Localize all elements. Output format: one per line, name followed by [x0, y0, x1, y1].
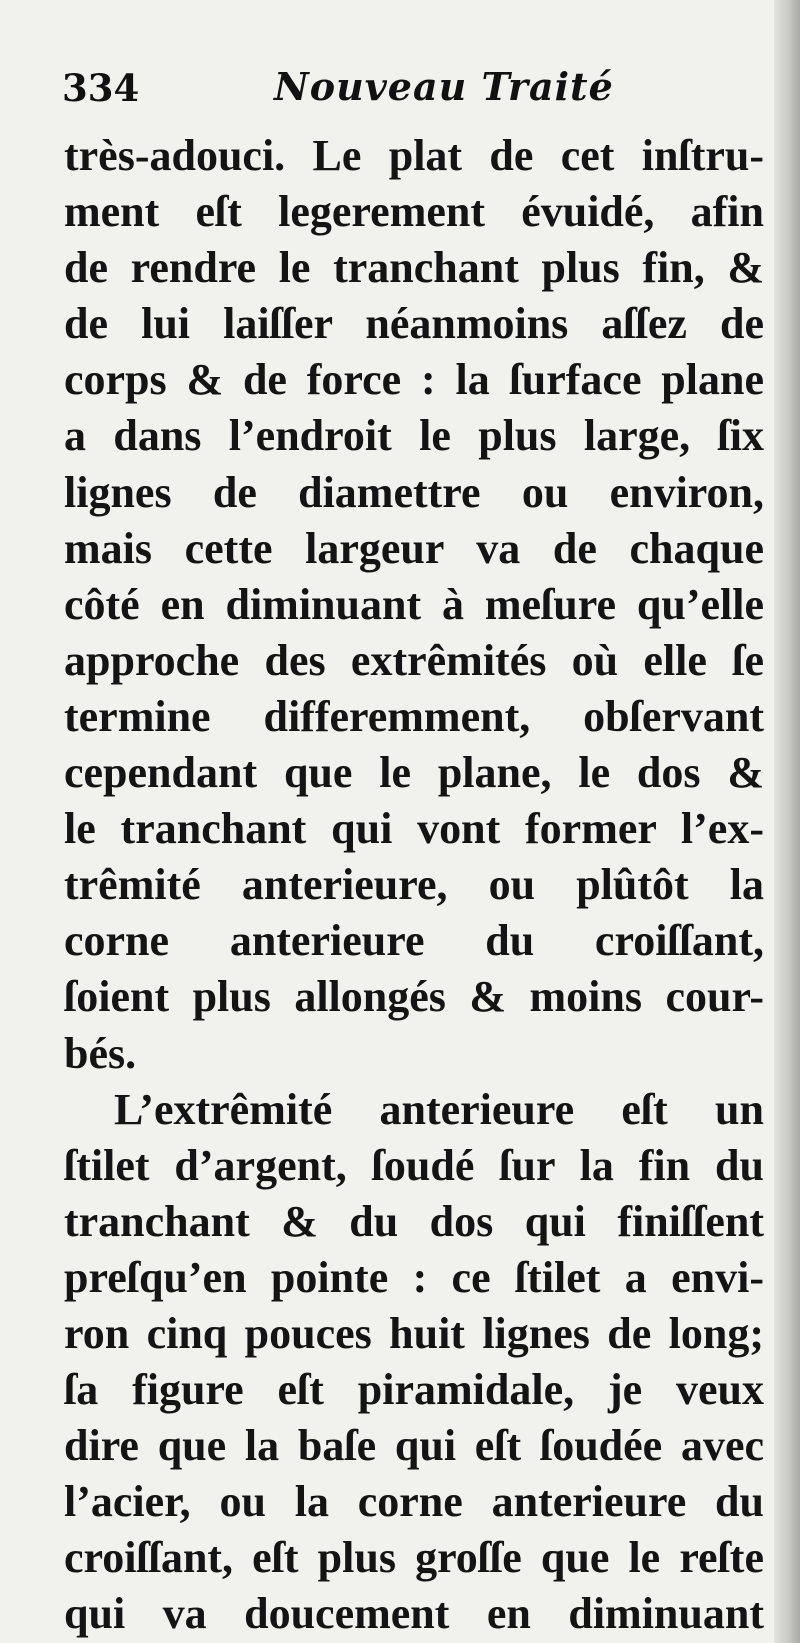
text-line: corne anterieure du croiſſant, — [64, 916, 764, 966]
body-text — [64, 128, 764, 1643]
text-line: de lui laiſſer néanmoins aſſez de — [64, 299, 764, 349]
text-line: termine differemment, obſervant — [64, 691, 764, 741]
text-line: cependant que le plane, le dos & — [64, 748, 764, 798]
page-edge-shadow — [774, 0, 800, 1643]
text-line: tranchant & du dos qui finiſſent — [64, 1196, 764, 1246]
text-line: bés. — [64, 1028, 137, 1078]
text-line: L’extrêmité anterieure eſt un — [114, 1084, 764, 1134]
text-line: de rendre le tranchant plus fin, & — [64, 243, 764, 293]
page-header — [62, 58, 702, 118]
text-line: ron cinq pouces huit lignes de long; — [64, 1308, 764, 1358]
text-line: croiſſant, eſt plus groſſe que le reſte — [64, 1533, 764, 1583]
running-title: Nouveau Traité — [274, 64, 614, 109]
text-line: corps & de force : la ſurface plane — [64, 355, 764, 405]
text-line: lignes de diamettre ou environ, — [64, 467, 764, 517]
text-line: qui va doucement en diminuant — [64, 1589, 764, 1639]
text-line: ſa figure eſt piramidale, je veux — [64, 1365, 764, 1415]
text-line: preſqu’en pointe : ce ſtilet a envi- — [64, 1252, 764, 1302]
text-line: très-adouci. Le plat de cet inſtru- — [64, 131, 764, 180]
text-line: le tranchant qui vont former l’ex- — [64, 804, 764, 854]
text-line: dire que la baſe qui eſt ſoudée avec — [64, 1421, 764, 1471]
text-line: trêmité anterieure, ou plûtôt la — [64, 860, 764, 910]
text-line: l’acier, ou la corne anterieure du — [64, 1477, 764, 1527]
text-line: ſoient plus allongés & moins cour- — [64, 972, 764, 1022]
page-number: 334 — [62, 66, 140, 110]
text-line: ment eſt legerement évuidé, afin — [64, 187, 764, 237]
text-line: côté en diminuant à meſure qu’elle — [64, 579, 764, 629]
text-line: mais cette largeur va de chaque — [64, 523, 764, 573]
text-line: a dans l’endroit le plus large, ſix — [64, 411, 764, 461]
text-line: ſtilet d’argent, ſoudé ſur la fin du — [64, 1140, 764, 1190]
text-line: approche des extrêmités où elle ſe — [64, 635, 764, 685]
